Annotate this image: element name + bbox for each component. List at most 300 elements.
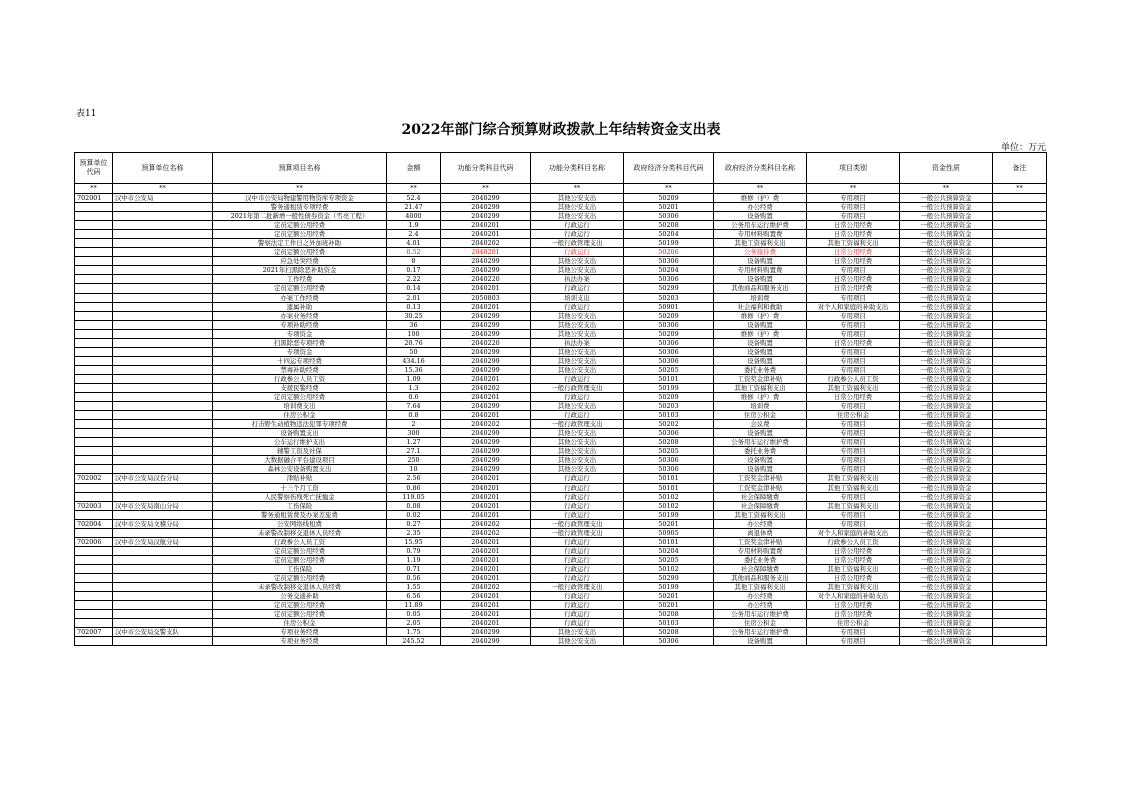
table-cell: 一般行政管理支出 bbox=[531, 420, 624, 429]
table-row bbox=[75, 402, 1047, 411]
table-cell: 434.16 bbox=[387, 356, 441, 365]
column-header: 政府经济分类科目名称 bbox=[714, 153, 807, 184]
table-cell bbox=[75, 483, 113, 492]
table-cell: 一般行政管理支出 bbox=[531, 519, 624, 528]
table-cell: 2040299 bbox=[441, 356, 531, 365]
table-cell: 禁毒补助经费 bbox=[213, 365, 387, 374]
table-cell: 0.56 bbox=[387, 573, 441, 582]
remark-cell bbox=[993, 302, 1047, 311]
table-cell: 一般公共预算资金 bbox=[900, 411, 993, 420]
table-cell bbox=[113, 212, 213, 221]
table-cell: 50299 bbox=[624, 573, 714, 582]
table-row bbox=[75, 483, 1047, 492]
table-cell: 专用项目 bbox=[807, 266, 900, 275]
table-cell: 50209 bbox=[624, 311, 714, 320]
table-cell: 日常公用经费 bbox=[807, 573, 900, 582]
table-cell: 一般公共预算资金 bbox=[900, 420, 993, 429]
table-cell bbox=[113, 266, 213, 275]
table-cell: 设备购置 bbox=[714, 257, 807, 266]
table-row bbox=[75, 194, 1047, 203]
remark-cell bbox=[993, 203, 1047, 212]
table-cell: 一般公共预算资金 bbox=[900, 429, 993, 438]
table-cell: 专用项目 bbox=[807, 628, 900, 637]
table-cell: 专用项目 bbox=[807, 356, 900, 365]
table-cell: 一般公共预算资金 bbox=[900, 275, 993, 284]
table-row bbox=[75, 429, 1047, 438]
table-cell bbox=[75, 266, 113, 275]
table-cell: 一般公共预算资金 bbox=[900, 573, 993, 582]
table-cell: 行政运行 bbox=[531, 610, 624, 619]
remark-cell bbox=[993, 194, 1047, 203]
table-cell: 行政运行 bbox=[531, 546, 624, 555]
table-cell: ** bbox=[993, 184, 1047, 194]
table-cell bbox=[113, 429, 213, 438]
table-cell: 0.71 bbox=[387, 564, 441, 573]
remark-cell bbox=[993, 501, 1047, 510]
table-cell bbox=[113, 221, 213, 230]
table-cell: 1.27 bbox=[387, 438, 441, 447]
table-cell bbox=[75, 393, 113, 402]
table-cell: 住房公积金 bbox=[807, 619, 900, 628]
table-cell: 专用项目 bbox=[807, 492, 900, 501]
table-cell: 7.64 bbox=[387, 402, 441, 411]
column-header: 政府经济分类科目代码 bbox=[624, 153, 714, 184]
table-cell: 2040201 bbox=[441, 492, 531, 501]
table-cell: ** bbox=[113, 184, 213, 194]
table-cell bbox=[113, 239, 213, 248]
table-cell bbox=[75, 610, 113, 619]
table-row bbox=[75, 546, 1047, 555]
table-row bbox=[75, 266, 1047, 275]
table-row bbox=[75, 212, 1047, 221]
remark-cell bbox=[993, 592, 1047, 601]
table-row bbox=[75, 221, 1047, 230]
table-cell: 50201 bbox=[624, 203, 714, 212]
table-cell: 专用材料购置费 bbox=[714, 230, 807, 239]
table-cell: 其他公安支出 bbox=[531, 365, 624, 374]
table-cell: 其他工资福利支出 bbox=[807, 501, 900, 510]
table-cell: 50306 bbox=[624, 637, 714, 646]
header-row bbox=[75, 153, 1047, 184]
table-cell bbox=[75, 275, 113, 284]
table-cell bbox=[75, 601, 113, 610]
table-cell: 2040201 bbox=[441, 592, 531, 601]
table-cell: 一般公共预算资金 bbox=[900, 194, 993, 203]
column-header: 资金性质 bbox=[900, 153, 993, 184]
table-cell: 其他商品和服务支出 bbox=[714, 284, 807, 293]
table-cell: 工伤保险 bbox=[213, 564, 387, 573]
table-cell: ** bbox=[900, 184, 993, 194]
table-cell bbox=[113, 320, 213, 329]
table-cell: 工资奖金津补贴 bbox=[714, 374, 807, 383]
remark-cell bbox=[993, 564, 1047, 573]
remark-cell bbox=[993, 239, 1047, 248]
table-cell: 工伤保险 bbox=[213, 501, 387, 510]
table-cell: 4.01 bbox=[387, 239, 441, 248]
table-cell: 1.19 bbox=[387, 555, 441, 564]
table-cell bbox=[113, 402, 213, 411]
table-cell bbox=[113, 230, 213, 239]
table-cell: 定员定额公用经费 bbox=[213, 248, 387, 257]
table-cell: 设备购置支出 bbox=[213, 429, 387, 438]
table-cell: 一般公共预算资金 bbox=[900, 601, 993, 610]
table-cell: 汉中市公安局交警支队 bbox=[113, 628, 213, 637]
table-cell bbox=[113, 275, 213, 284]
table-cell bbox=[75, 637, 113, 646]
table-cell: 2040299 bbox=[441, 266, 531, 275]
table-cell: 办案业务经费 bbox=[213, 311, 387, 320]
table-cell bbox=[113, 302, 213, 311]
table-cell: 2040202 bbox=[441, 528, 531, 537]
table-cell: 行政运行 bbox=[531, 221, 624, 230]
table-cell: 2040201 bbox=[441, 374, 531, 383]
table-cell: 公务用车运行维护费 bbox=[714, 221, 807, 230]
table-cell: 50199 bbox=[624, 510, 714, 519]
table-cell: 住房公积金 bbox=[213, 411, 387, 420]
table-cell: 50204 bbox=[624, 546, 714, 555]
table-cell: 工资奖金津补贴 bbox=[714, 537, 807, 546]
table-row bbox=[75, 275, 1047, 284]
table-cell: 2040299 bbox=[441, 402, 531, 411]
table-cell: 其他工资福利支出 bbox=[807, 239, 900, 248]
table-cell: 一般公共预算资金 bbox=[900, 519, 993, 528]
table-cell: 2040220 bbox=[441, 275, 531, 284]
table-cell: 一般公共预算资金 bbox=[900, 501, 993, 510]
table-cell: 2040201 bbox=[441, 546, 531, 555]
table-cell: 专用材料购置费 bbox=[714, 546, 807, 555]
table-cell: 委托业务费 bbox=[714, 447, 807, 456]
table-row bbox=[75, 610, 1047, 619]
table-cell: 50306 bbox=[624, 456, 714, 465]
table-cell: 其他工资福利支出 bbox=[714, 383, 807, 392]
table-cell: 50205 bbox=[624, 365, 714, 374]
table-cell: 一般公共预算资金 bbox=[900, 320, 993, 329]
table-cell: 其他公安支出 bbox=[531, 194, 624, 203]
table-cell: 对个人和家庭的补助支出 bbox=[807, 528, 900, 537]
table-cell bbox=[113, 257, 213, 266]
column-header: 金额 bbox=[387, 153, 441, 184]
table-cell bbox=[113, 573, 213, 582]
table-cell: 0.14 bbox=[387, 284, 441, 293]
table-cell: 行政运行 bbox=[531, 492, 624, 501]
table-cell: 公务交通补助 bbox=[213, 592, 387, 601]
table-cell bbox=[113, 383, 213, 392]
table-cell: 50905 bbox=[624, 528, 714, 537]
table-cell: 日常公用经费 bbox=[807, 248, 900, 257]
table-cell: 一般公共预算资金 bbox=[900, 347, 993, 356]
table-cell: 行政运行 bbox=[531, 474, 624, 483]
remark-cell bbox=[993, 628, 1047, 637]
table-cell: 50306 bbox=[624, 465, 714, 474]
table-cell: 行政运行 bbox=[531, 501, 624, 510]
table-cell: 0.79 bbox=[387, 546, 441, 555]
table-cell: 住房公积金 bbox=[213, 619, 387, 628]
table-cell: 其他公安支出 bbox=[531, 320, 624, 329]
table-cell: 52.4 bbox=[387, 194, 441, 203]
table-cell: 50102 bbox=[624, 564, 714, 573]
table-cell: 应急处突经费 bbox=[213, 257, 387, 266]
remark-cell bbox=[993, 411, 1047, 420]
table-cell: 行政运行 bbox=[531, 248, 624, 257]
table-cell bbox=[75, 284, 113, 293]
table-cell: 其他公安支出 bbox=[531, 266, 624, 275]
table-cell: 其他公安支出 bbox=[531, 637, 624, 646]
table-cell: 工作经费 bbox=[213, 275, 387, 284]
remark-cell bbox=[993, 374, 1047, 383]
table-cell: 行政运行 bbox=[531, 230, 624, 239]
table-cell bbox=[113, 492, 213, 501]
table-cell: 其他公安支出 bbox=[531, 447, 624, 456]
table-row bbox=[75, 293, 1047, 302]
table-cell bbox=[113, 619, 213, 628]
table-cell: 50201 bbox=[624, 601, 714, 610]
table-cell: 专用项目 bbox=[807, 365, 900, 374]
table-cell: 2040299 bbox=[441, 456, 531, 465]
remark-cell bbox=[993, 619, 1047, 628]
table-cell bbox=[75, 555, 113, 564]
table-cell: 设备购置 bbox=[714, 338, 807, 347]
remark-cell bbox=[993, 465, 1047, 474]
table-cell: 50306 bbox=[624, 338, 714, 347]
table-cell: 50306 bbox=[624, 275, 714, 284]
remark-cell bbox=[993, 573, 1047, 582]
table-cell bbox=[75, 420, 113, 429]
table-cell: 行政运行 bbox=[531, 564, 624, 573]
table-cell: 设备购置 bbox=[714, 429, 807, 438]
table-cell: 10 bbox=[387, 465, 441, 474]
column-header: 预算项目名称 bbox=[213, 153, 387, 184]
table-cell: 其他公安支出 bbox=[531, 356, 624, 365]
table-cell: 未录警改制移交退休人员经费 bbox=[213, 528, 387, 537]
table-cell: 2040299 bbox=[441, 203, 531, 212]
remark-cell bbox=[993, 438, 1047, 447]
table-cell: 委托业务费 bbox=[714, 365, 807, 374]
remark-cell bbox=[993, 257, 1047, 266]
table-cell: 一般公共预算资金 bbox=[900, 293, 993, 302]
table-cell: 2040299 bbox=[441, 637, 531, 646]
table-cell: 培训支出 bbox=[531, 293, 624, 302]
table-cell: 702006 bbox=[75, 537, 113, 546]
table-row bbox=[75, 356, 1047, 365]
table-cell: 汉中市公安局南山分局 bbox=[113, 501, 213, 510]
page-title: 2022年部门综合预算财政拨款上年结转资金支出表 bbox=[401, 122, 721, 138]
remark-cell bbox=[993, 555, 1047, 564]
table-cell bbox=[75, 356, 113, 365]
table-cell: 办公经费 bbox=[714, 601, 807, 610]
table-cell: ** bbox=[807, 184, 900, 194]
table-cell bbox=[75, 230, 113, 239]
table-cell: 会议费 bbox=[714, 420, 807, 429]
table-cell: 日常公用经费 bbox=[807, 230, 900, 239]
table-cell: 日常公用经费 bbox=[807, 284, 900, 293]
table-cell: 50199 bbox=[624, 383, 714, 392]
remark-cell bbox=[993, 293, 1047, 302]
table-cell bbox=[113, 483, 213, 492]
table-cell: 2.35 bbox=[387, 528, 441, 537]
table-cell: 离退休费 bbox=[714, 528, 807, 537]
remark-cell bbox=[993, 519, 1047, 528]
table-cell: 一般行政管理支出 bbox=[531, 583, 624, 592]
table-cell: 一般公共预算资金 bbox=[900, 555, 993, 564]
table-cell: 办案工作经费 bbox=[213, 293, 387, 302]
table-cell: 50208 bbox=[624, 221, 714, 230]
table-cell: 设备购置 bbox=[714, 212, 807, 221]
table-cell bbox=[113, 203, 213, 212]
table-cell: 一般公共预算资金 bbox=[900, 365, 993, 374]
table-row bbox=[75, 230, 1047, 239]
table-cell: 2040201 bbox=[441, 284, 531, 293]
table-cell: 50299 bbox=[624, 284, 714, 293]
remark-cell bbox=[993, 320, 1047, 329]
table-cell bbox=[75, 248, 113, 257]
table-cell: 其他工资福利支出 bbox=[807, 383, 900, 392]
table-cell: 0.05 bbox=[387, 610, 441, 619]
remark-cell bbox=[993, 221, 1047, 230]
table-cell: 2040201 bbox=[441, 573, 531, 582]
table-cell: 一般公共预算资金 bbox=[900, 383, 993, 392]
table-cell: 专项补助经费 bbox=[213, 320, 387, 329]
table-cell: 公务用车运行维护费 bbox=[714, 438, 807, 447]
table-cell: 2021年第二批新增一般性债券资金（雪亮工程） bbox=[213, 212, 387, 221]
table-cell: 2040299 bbox=[441, 320, 531, 329]
table-cell: 50306 bbox=[624, 347, 714, 356]
column-header: 功能分类科目代码 bbox=[441, 153, 531, 184]
table-cell: 50208 bbox=[624, 628, 714, 637]
remark-cell bbox=[993, 546, 1047, 555]
table-cell: 6.56 bbox=[387, 592, 441, 601]
table-cell: 一般公共预算资金 bbox=[900, 239, 993, 248]
table-cell: 大数据融合平台建设项目 bbox=[213, 456, 387, 465]
table-cell: 对个人和家庭的补助支出 bbox=[807, 302, 900, 311]
table-cell bbox=[113, 528, 213, 537]
table-cell bbox=[113, 583, 213, 592]
table-cell: 0.13 bbox=[387, 302, 441, 311]
table-row bbox=[75, 248, 1047, 257]
table-cell: 专项业务经费 bbox=[213, 628, 387, 637]
table-cell: 执法办案 bbox=[531, 338, 624, 347]
remark-cell bbox=[993, 492, 1047, 501]
table-cell: 专用项目 bbox=[807, 320, 900, 329]
table-cell: 设备购置 bbox=[714, 347, 807, 356]
table-cell: 其他公安支出 bbox=[531, 465, 624, 474]
table-cell: 2040201 bbox=[441, 248, 531, 257]
table-cell bbox=[75, 564, 113, 573]
table-cell bbox=[113, 338, 213, 347]
table-cell: 50203 bbox=[624, 402, 714, 411]
table-row bbox=[75, 257, 1047, 266]
table-row bbox=[75, 374, 1047, 383]
table-cell: 十四运专项经费 bbox=[213, 356, 387, 365]
table-cell: 日常公用经费 bbox=[807, 275, 900, 284]
table-cell bbox=[75, 203, 113, 212]
table-cell: 一般公共预算资金 bbox=[900, 528, 993, 537]
table-row bbox=[75, 465, 1047, 474]
table-cell: 委托业务费 bbox=[714, 555, 807, 564]
table-cell: 行政参公人员工资 bbox=[213, 537, 387, 546]
table-cell: 行政运行 bbox=[531, 411, 624, 420]
remark-cell bbox=[993, 347, 1047, 356]
remark-cell bbox=[993, 420, 1047, 429]
table-cell: 专用项目 bbox=[807, 347, 900, 356]
table-cell: 一般公共预算资金 bbox=[900, 510, 993, 519]
table-row bbox=[75, 519, 1047, 528]
remark-cell bbox=[993, 610, 1047, 619]
table-cell: 工资奖金津补贴 bbox=[714, 474, 807, 483]
table-cell: 遗属补助 bbox=[213, 302, 387, 311]
table-cell: 一般公共预算资金 bbox=[900, 537, 993, 546]
table-cell: 50199 bbox=[624, 239, 714, 248]
table-cell bbox=[113, 347, 213, 356]
table-cell: 15.36 bbox=[387, 365, 441, 374]
table-cell: 日常公用经费 bbox=[807, 221, 900, 230]
table-row bbox=[75, 383, 1047, 392]
table-cell bbox=[75, 447, 113, 456]
table-cell: 公安网络线租费 bbox=[213, 519, 387, 528]
table-cell: 一般公共预算资金 bbox=[900, 212, 993, 221]
table-cell: 50209 bbox=[624, 194, 714, 203]
table-cell: 2040201 bbox=[441, 230, 531, 239]
table-cell: 一般公共预算资金 bbox=[900, 610, 993, 619]
table-cell: 2040299 bbox=[441, 311, 531, 320]
remark-cell bbox=[993, 583, 1047, 592]
table-cell: 50306 bbox=[624, 257, 714, 266]
table-cell: 行政运行 bbox=[531, 483, 624, 492]
table-cell bbox=[113, 601, 213, 610]
table-cell bbox=[75, 239, 113, 248]
table-cell: 汉中市公安局汉航分局 bbox=[113, 537, 213, 546]
table-row bbox=[75, 537, 1047, 546]
table-cell: 专项资金 bbox=[213, 347, 387, 356]
table-cell: 十三个月工资 bbox=[213, 483, 387, 492]
table-cell bbox=[113, 456, 213, 465]
table-cell: 森林公安设备购置支出 bbox=[213, 465, 387, 474]
table-cell: 0.17 bbox=[387, 266, 441, 275]
table-cell: 50101 bbox=[624, 483, 714, 492]
table-row bbox=[75, 411, 1047, 420]
table-cell bbox=[113, 374, 213, 383]
table-cell: ** bbox=[441, 184, 531, 194]
table-cell: 2040299 bbox=[441, 365, 531, 374]
table-cell: 50102 bbox=[624, 501, 714, 510]
table-cell: 行政运行 bbox=[531, 510, 624, 519]
table-cell: 其他工资福利支出 bbox=[807, 564, 900, 573]
table-cell: 250 bbox=[387, 456, 441, 465]
column-header: 预算单位名称 bbox=[113, 153, 213, 184]
remark-cell bbox=[993, 637, 1047, 646]
table-cell: 50204 bbox=[624, 266, 714, 275]
table-cell bbox=[113, 564, 213, 573]
table-cell: 50209 bbox=[624, 393, 714, 402]
remark-cell bbox=[993, 275, 1047, 284]
table-cell: 2040202 bbox=[441, 519, 531, 528]
table-cell bbox=[75, 510, 113, 519]
table-row bbox=[75, 347, 1047, 356]
table-row bbox=[75, 447, 1047, 456]
remark-cell bbox=[993, 284, 1047, 293]
table-cell: 专用项目 bbox=[807, 447, 900, 456]
table-row bbox=[75, 302, 1047, 311]
table-row bbox=[75, 510, 1047, 519]
table-cell: 一般公共预算资金 bbox=[900, 492, 993, 501]
table-cell: 公车运行维护支出 bbox=[213, 438, 387, 447]
table-cell: 公务用车运行维护费 bbox=[714, 628, 807, 637]
table-number: 表11 bbox=[76, 109, 97, 119]
table-cell: 定员定额公用经费 bbox=[213, 546, 387, 555]
table-row bbox=[75, 320, 1047, 329]
table-cell bbox=[75, 365, 113, 374]
table-cell: ** bbox=[714, 184, 807, 194]
column-header: 预算单位代码 bbox=[75, 153, 113, 184]
